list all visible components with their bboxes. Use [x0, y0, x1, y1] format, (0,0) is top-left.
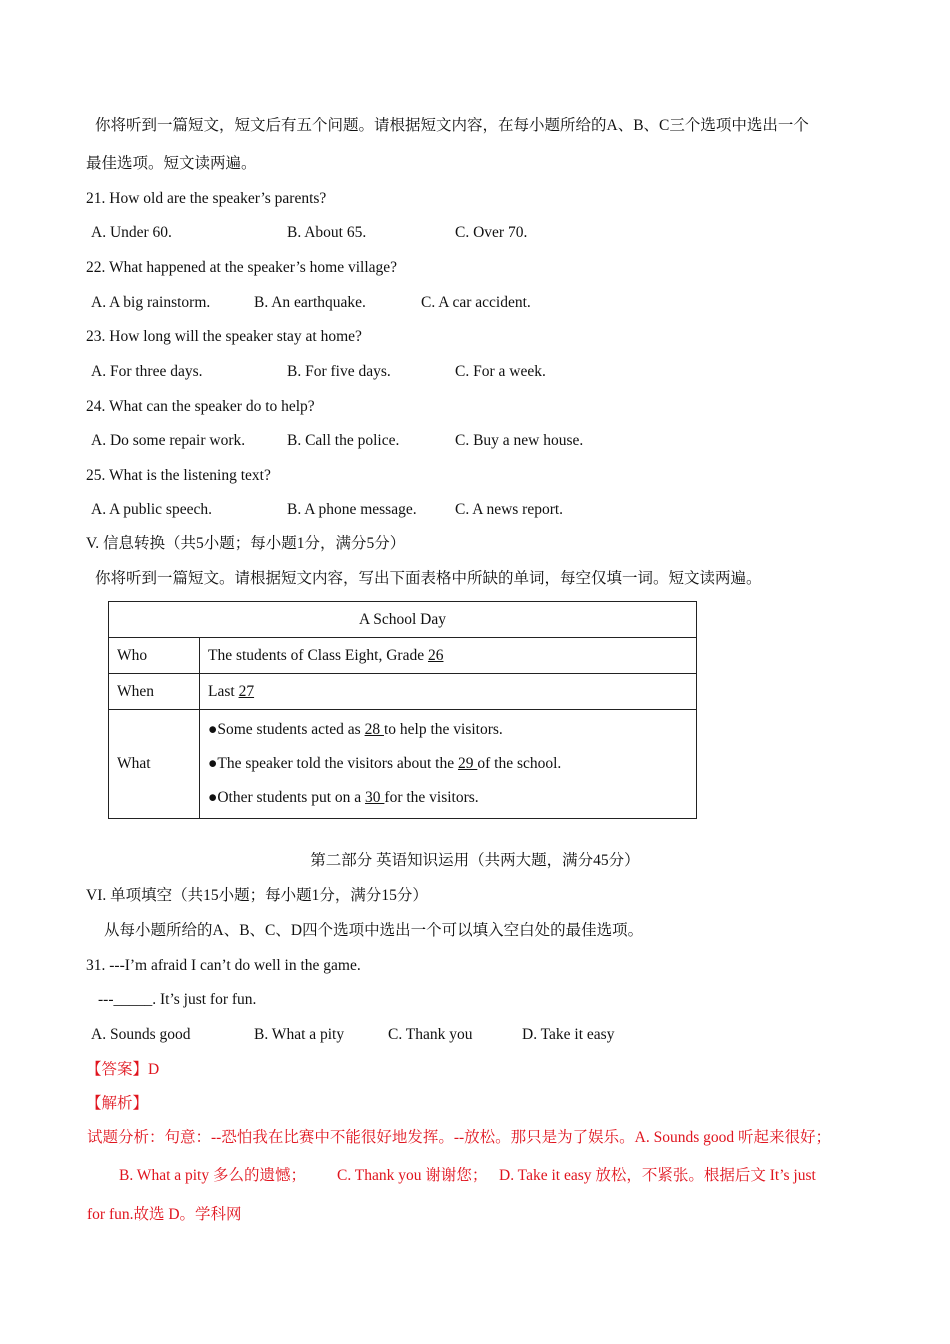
analysis-line3: for fun.故选 D。学科网	[87, 1206, 242, 1223]
q25-option-c: C. A news report.	[455, 501, 564, 518]
blank-27: 27	[238, 682, 255, 700]
listening-instruction-line2: 最佳选项。短文读两遍。	[86, 155, 257, 172]
section-vi-heading: VI. 单项填空（共15小题；每小题1分，满分15分）	[86, 887, 428, 904]
q23-option-a: A. For three days.	[91, 363, 203, 380]
question-21: 21. How old are the speaker’s parents?	[86, 190, 327, 207]
q22-option-c: C. A car accident.	[421, 294, 531, 311]
q23-option-b: B. For five days.	[287, 363, 391, 380]
q31-option-c: C. Thank you	[388, 1026, 473, 1043]
analysis-label: 【解析】	[86, 1095, 149, 1112]
q25-option-a: A. A public speech.	[91, 501, 212, 518]
q22-option-b: B. An earthquake.	[254, 294, 366, 311]
section-vi-instruction: 从每小题所给的A、B、C、D四个选项中选出一个可以填入空白处的最佳选项。	[104, 922, 644, 939]
what-value	[200, 710, 697, 819]
q21-option-c: C. Over 70.	[455, 224, 528, 241]
section-v-instruction: 你将听到一篇短文。请根据短文内容，写出下面表格中所缺的单词，每空仅填一词。短文读两遍。	[95, 570, 762, 587]
blank-26: 26	[427, 646, 444, 664]
what-label: What	[109, 710, 200, 819]
part-2-title: 第二部分 英语知识运用（共两大题，满分45分）	[310, 852, 640, 869]
q24-option-a: A. Do some repair work.	[91, 432, 246, 449]
analysis-line1: 试题分析：句意：--恐怕我在比赛中不能很好地发挥。--放松。那只是为了娱乐。A. Sounds good 听起来很好；	[87, 1129, 831, 1146]
listening-instruction-line1: 你将听到一篇短文，短文后有五个问题。请根据短文内容，在每小题所给的A、B、C三个选项中选出一个	[95, 117, 809, 134]
q31-option-a: A. Sounds good	[91, 1026, 191, 1043]
q24-option-c: C. Buy a new house.	[455, 432, 584, 449]
blank-29: 29	[457, 755, 478, 772]
question-23: 23. How long will the speaker stay at home?	[86, 328, 362, 345]
q25-option-b: B. A phone message.	[287, 501, 417, 518]
section-v-heading: V. 信息转换（共5小题；每小题1分，满分5分）	[86, 535, 406, 552]
question-22: 22. What happened at the speaker’s home village?	[86, 259, 398, 276]
q21-option-b: B. About 65.	[287, 224, 367, 241]
who-value: The students of Class Eight, Grade 26	[200, 638, 697, 674]
when-value: Last 27	[200, 674, 697, 710]
q24-option-b: B. Call the police.	[287, 432, 400, 449]
what-line-1: ●Some students acted as 28 to help the visitors.	[208, 721, 503, 738]
q21-option-a: A. Under 60.	[91, 224, 172, 241]
question-31-line1: 31. ---I’m afraid I can’t do well in the game.	[86, 957, 361, 974]
table-title: A School Day	[109, 602, 697, 638]
q31-option-d: D. Take it easy	[522, 1026, 615, 1043]
who-label: Who	[109, 638, 200, 674]
what-line-2: ●The speaker told the visitors about the 29 of the school.	[208, 755, 562, 772]
question-24: 24. What can the speaker do to help?	[86, 398, 315, 415]
blank-28: 28	[364, 721, 384, 738]
analysis-line2: B. What a pity 多么的遗憾； C. Thank you 谢谢您； D. Take it easy 放松，不紧张。根据后文 It’s just	[119, 1167, 816, 1184]
what-line-3: ●Other students put on a 30 for the visitors.	[208, 789, 479, 806]
blank-30: 30	[365, 789, 385, 806]
q31-option-b: B. What a pity	[254, 1026, 345, 1043]
question-31-line2: ---_____. It’s just for fun.	[98, 991, 257, 1008]
question-25: 25. What is the listening text?	[86, 467, 271, 484]
q23-option-c: C. For a week.	[455, 363, 546, 380]
q22-option-a: A. A big rainstorm.	[91, 294, 211, 311]
school-day-table	[108, 601, 697, 819]
when-label: When	[109, 674, 200, 710]
answer-label: 【答案】D	[86, 1061, 160, 1078]
